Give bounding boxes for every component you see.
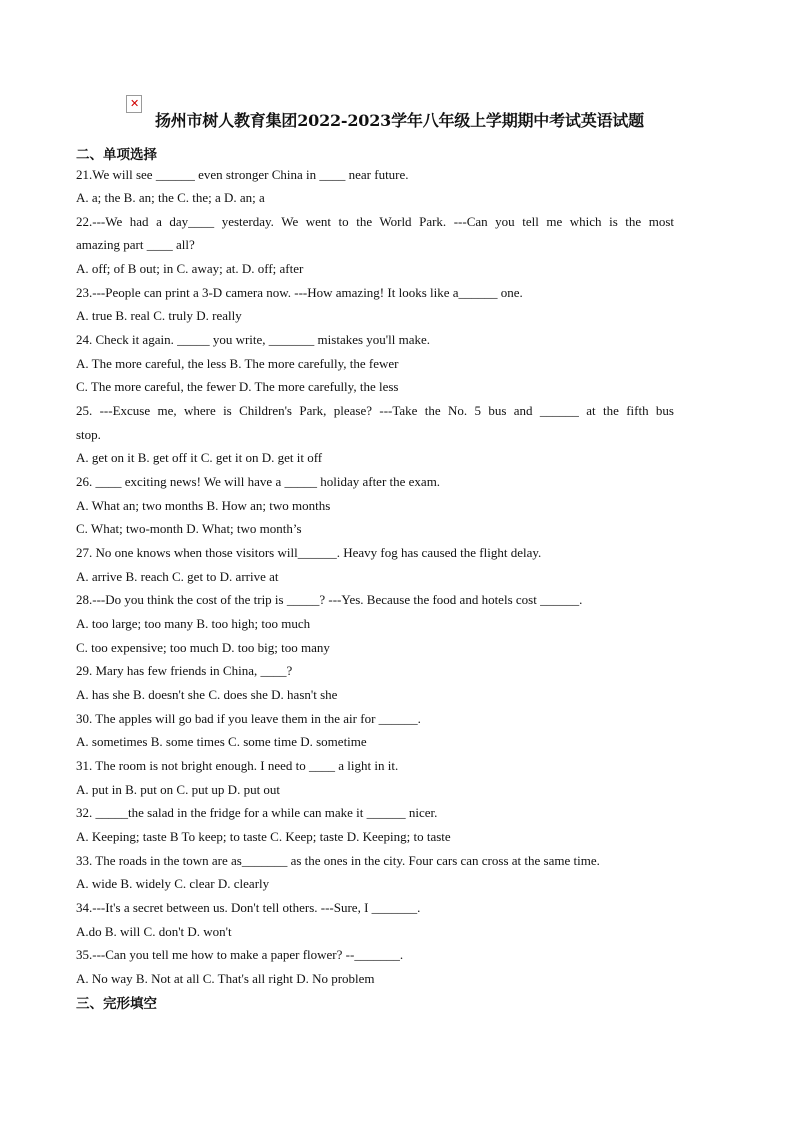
- question-line: 23.---People can print a 3-D camera now. ---How amazing! It looks like a______ one.: [76, 285, 523, 300]
- question-line: 27. No one knows when those visitors will______. Heavy fog has caused the flight delay.: [76, 545, 542, 560]
- question-line: 32. _____the salad in the fridge for a while can make it ______ nicer.: [76, 805, 438, 820]
- options-line: C. too expensive; too much D. too big; too many: [76, 640, 330, 655]
- section-heading-single-choice: 二、单项选择: [76, 147, 157, 163]
- question-line: amazing part ____ all?: [76, 237, 195, 252]
- question-line: 24. Check it again. _____ you write, _______ mistakes you'll make.: [76, 332, 431, 347]
- question-line: 34.---It's a secret between us. Don't tell others. ---Sure, I _______.: [76, 900, 421, 915]
- options-line: A. What an; two months B. How an; two months: [76, 498, 331, 513]
- options-line: A. true B. real C. truly D. really: [76, 308, 242, 323]
- options-line: A. No way B. Not at all C. That's all right D. No problem: [76, 971, 375, 986]
- question-line: 30. The apples will go bad if you leave them in the air for ______.: [76, 711, 421, 726]
- options-line: A. has she B. doesn't she C. does she D. hasn't she: [76, 687, 338, 702]
- options-line: A. a; the B. an; the C. the; a D. an; a: [76, 190, 265, 205]
- question-line: 33. The roads in the town are as_______ as the ones in the city. Four cars can cross at the same time.: [76, 853, 600, 868]
- options-line: A. get on it B. get off it C. get it on D. get it off: [76, 450, 323, 465]
- question-line: 29. Mary has few friends in China, ____?: [76, 663, 293, 678]
- broken-image-icon: ✕: [126, 95, 142, 113]
- options-line: A.do B. will C. don't D. won't: [76, 924, 232, 939]
- options-line: A. arrive B. reach C. get to D. arrive at: [76, 569, 279, 584]
- options-line: C. The more careful, the fewer D. The more carefully, the less: [76, 379, 399, 394]
- page-title: 扬州市树人教育集团2022-2023学年八年级上学期期中考试英语试题: [155, 111, 644, 130]
- section-heading-cloze: 三、完形填空: [76, 996, 157, 1012]
- options-line: A. wide B. widely C. clear D. clearly: [76, 876, 270, 891]
- question-line: stop.: [76, 427, 101, 442]
- options-line: A. The more careful, the less B. The more carefully, the fewer: [76, 356, 399, 371]
- question-line: 26. ____ exciting news! We will have a _____ holiday after the exam.: [76, 474, 441, 489]
- question-line: 28.---Do you think the cost of the trip is _____? ---Yes. Because the food and hotels cost ______.: [76, 592, 583, 607]
- options-line: A. put in B. put on C. put up D. put out: [76, 782, 281, 797]
- options-line: A. sometimes B. some times C. some time D. sometime: [76, 734, 367, 749]
- options-line: A. off; of B out; in C. away; at. D. off; after: [76, 261, 304, 276]
- question-line: 35.---Can you tell me how to make a paper flower? --_______.: [76, 947, 404, 962]
- question-line: 25. ---Excuse me, where is Children's Park, please? ---Take the No. 5 bus and ______ at the fifth bus: [76, 403, 674, 418]
- question-line: 22.---We had a day____ yesterday. We went to the World Park. ---Can you tell me which is the most: [76, 214, 674, 229]
- question-line: 21.We will see ______ even stronger China in ____ near future.: [76, 167, 409, 182]
- question-line: 31. The room is not bright enough. I need to ____ a light in it.: [76, 758, 399, 773]
- options-line: A. too large; too many B. too high; too much: [76, 616, 311, 631]
- options-line: C. What; two-month D. What; two month’s: [76, 521, 302, 536]
- options-line: A. Keeping; taste B To keep; to taste C. Keep; taste D. Keeping; to taste: [76, 829, 451, 844]
